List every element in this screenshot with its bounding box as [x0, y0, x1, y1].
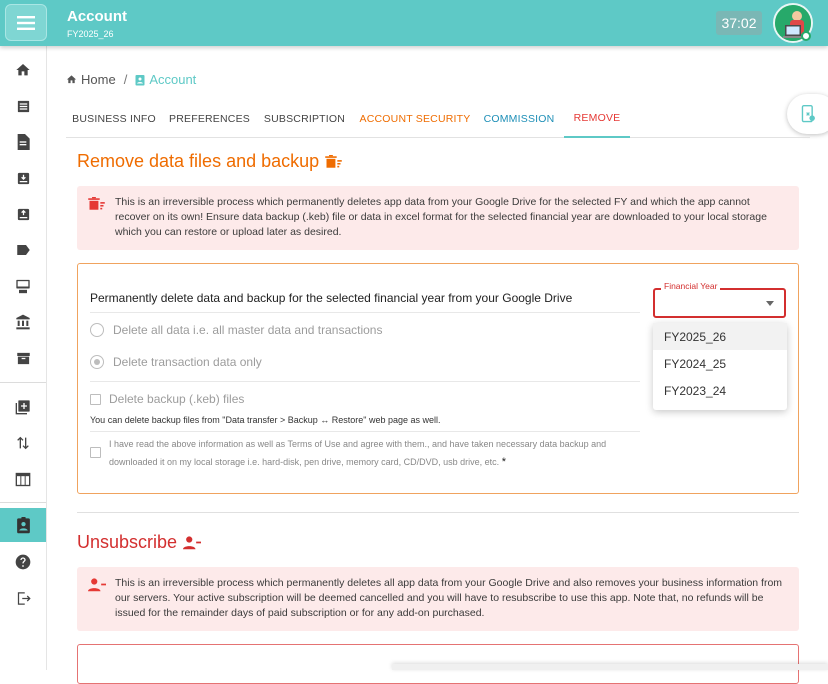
sidebar-divider: [0, 382, 46, 383]
bank-icon: [15, 314, 31, 330]
dropdown-arrow-icon: [766, 301, 774, 306]
add-box-icon: [15, 399, 31, 415]
tab-business-info[interactable]: BUSINESS INFO: [72, 113, 156, 125]
remove-warning-text: This is an irreversible process which permanently deletes app data from your Google Drive for the selected FY and which the app cannot recover on its own! Ensure data backup (.keb) file or data in excel format for the selected financial year are downloaded to your local storage which you can restore or upload later as desired.: [115, 196, 767, 238]
sidebar-item-point-of-sale[interactable]: [0, 269, 46, 303]
sidebar-item-home[interactable]: [0, 53, 46, 87]
sidebar-item-archive[interactable]: [0, 341, 46, 375]
unsubscribe-warning-alert: [77, 567, 799, 631]
delete-sweep-icon: [325, 155, 342, 169]
archive-icon: [16, 351, 31, 366]
swap-vertical-icon: [16, 435, 30, 451]
sidebar-item-bank[interactable]: [0, 305, 46, 339]
person-remove-icon: [88, 578, 106, 592]
tab-preferences[interactable]: PREFERENCES: [169, 113, 250, 125]
sidebar-item-list[interactable]: [0, 89, 46, 123]
tab-commission[interactable]: COMMISSION: [483, 113, 555, 125]
person-remove-icon: [183, 536, 201, 550]
menu-button[interactable]: [5, 4, 47, 41]
delete-sweep-icon: [88, 197, 105, 211]
sidebar-item-document[interactable]: [0, 125, 46, 159]
divider: [90, 381, 640, 382]
breadcrumb-separator: /: [123, 72, 128, 87]
radio-delete-all[interactable]: [90, 323, 382, 337]
label-icon: [16, 243, 31, 257]
breadcrumb-home[interactable]: Home: [81, 72, 116, 87]
unsubscribe-section-title: [77, 532, 201, 553]
tab-bar: [66, 100, 810, 138]
unsubscribe-warning-text: This is an irreversible process which permanently deletes all app data from your Google Drive and also removes your business information from our servers. Your active subscription will be deemed cancelled and you will have to resubscribe to use this app. Note that, no refunds will be issued for the remainder days of paid subscription or for any add-on purchased.: [115, 577, 783, 619]
inbox-download-icon: [16, 171, 31, 186]
session-timer: 37:02: [716, 11, 762, 35]
logout-icon: [16, 591, 31, 606]
status-indicator: [801, 31, 811, 41]
divider: [90, 431, 640, 432]
sidebar-item-inbox-upload[interactable]: [0, 197, 46, 231]
sidebar-item-account[interactable]: [0, 508, 46, 542]
delete-backup-label: Delete backup (.keb) files: [109, 392, 245, 406]
radio-button[interactable]: [90, 323, 104, 337]
agree-checkbox[interactable]: [90, 447, 101, 458]
tab-account-security[interactable]: ACCOUNT SECURITY: [359, 113, 471, 125]
table-icon: [15, 472, 31, 487]
unsubscribe-title-text: Unsubscribe: [77, 532, 178, 552]
section-divider: [77, 512, 799, 513]
radio-delete-transactions[interactable]: [90, 355, 262, 369]
agree-checkbox-row[interactable]: [90, 435, 629, 471]
remove-warning-alert: [77, 186, 799, 250]
list-icon: [16, 99, 31, 114]
sidebar-divider: [0, 502, 46, 503]
fy-option[interactable]: FY2023_24: [664, 383, 727, 398]
app-header: [0, 0, 828, 46]
remove-section-title: [77, 151, 342, 172]
tab-remove[interactable]: REMOVE: [564, 100, 630, 138]
fy-option[interactable]: FY2025_26: [653, 323, 787, 350]
delete-backup-checkbox-row[interactable]: [90, 392, 244, 406]
sidebar-item-table[interactable]: [0, 462, 46, 496]
breadcrumb: [66, 72, 196, 87]
financial-year-select[interactable]: [653, 281, 786, 318]
sidebar-item-help[interactable]: [0, 545, 46, 579]
radio-delete-transactions-label: Delete transaction data only: [113, 355, 262, 369]
delete-backup-checkbox[interactable]: [90, 394, 101, 405]
financial-year-menu: [653, 323, 787, 410]
account-box-icon: [16, 517, 31, 534]
account-box-icon: [135, 74, 145, 86]
required-mark: *: [501, 456, 506, 468]
menu-icon: [17, 16, 35, 30]
page-subtitle: FY2025_26: [67, 29, 114, 39]
financial-year-label: Financial Year: [661, 281, 720, 291]
page-title: Account: [67, 8, 127, 25]
document-icon: [16, 134, 30, 150]
help-icon: [15, 554, 31, 570]
breadcrumb-current: Account: [149, 72, 197, 87]
sidebar-item-logout[interactable]: [0, 581, 46, 615]
bottom-panel-edge: [392, 664, 828, 670]
sidebar-item-label[interactable]: [0, 233, 46, 267]
agree-text: I have read the above information as well as Terms of Use and agree with them., and have taken necessary data backup and downloaded it on my local storage i.e. hard-disk, pen drive, memory card, CD/DVD, usb drive, etc.: [109, 439, 607, 467]
tab-subscription[interactable]: SUBSCRIPTION: [263, 113, 346, 125]
fy-option[interactable]: FY2024_25: [664, 356, 727, 371]
home-icon: [66, 74, 77, 85]
remove-section-title-text: Remove data files and backup: [77, 151, 320, 171]
remove-card-title: Permanently delete data and backup for the selected financial year from your Google Drive: [90, 291, 573, 305]
backup-note: You can delete backup files from "Data transfer > Backup ↔ Restore" web page as well.: [90, 415, 441, 425]
divider: [90, 312, 640, 313]
radio-delete-all-label: Delete all data i.e. all master data and transactions: [113, 323, 383, 337]
radio-button[interactable]: [90, 355, 104, 369]
sidebar-item-add-box[interactable]: [0, 390, 46, 424]
sidebar-item-swap[interactable]: [0, 426, 46, 460]
point-of-sale-icon: [15, 279, 31, 294]
inbox-upload-icon: [16, 207, 31, 222]
agree-text-block: [109, 435, 629, 471]
sidebar-item-inbox-download[interactable]: [0, 161, 46, 195]
sidebar: [0, 46, 47, 670]
home-icon: [15, 62, 31, 78]
